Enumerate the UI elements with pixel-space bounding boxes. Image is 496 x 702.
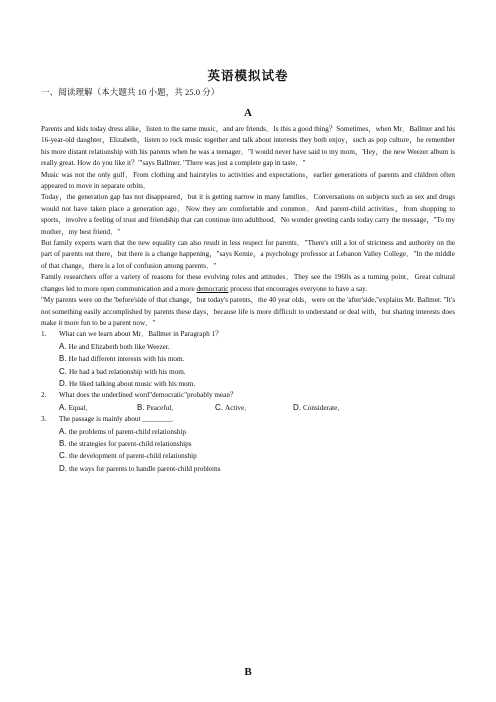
- passage-body: [41, 124, 455, 475]
- option-text: the development of parent-child relationship: [69, 452, 197, 461]
- question-2: [41, 390, 455, 401]
- question-1: [41, 329, 455, 340]
- option-row: [59, 341, 455, 353]
- option-row: [59, 438, 455, 450]
- option-label: A.: [59, 402, 67, 412]
- option-text: He had different interests with his mom.: [68, 355, 185, 364]
- option-label: C.: [215, 402, 223, 412]
- option-row: [59, 426, 455, 438]
- option-label: B.: [59, 354, 67, 364]
- option-text: Active．: [225, 403, 252, 412]
- option-label: A.: [59, 426, 67, 436]
- question-number: 3.: [41, 415, 47, 424]
- paragraph: Music was not the only gulf．From clothing and hairstyles to activities and expectations，earlier generations of parents and children often appeared to move in separate orbits．: [41, 170, 455, 191]
- option-text: the strategies for parent-child relationships: [68, 439, 192, 448]
- option-b: [137, 402, 215, 414]
- option-label: D.: [293, 402, 301, 412]
- option-text: Equal．: [68, 403, 93, 412]
- passage-b-label: B: [244, 666, 252, 678]
- option-text: He and Elizabeth both like Weezer.: [68, 342, 170, 351]
- option-c: [215, 402, 293, 414]
- page-title: 英语模拟试卷: [207, 69, 289, 83]
- option-row: [59, 353, 455, 365]
- option-text: Peaceful．: [146, 403, 179, 412]
- option-text: the ways for parents to handle parent-child problems: [69, 464, 221, 473]
- question-3: [41, 414, 455, 425]
- paragraph: "My parents were on the 'before'side of that change，but today's parents，the 40 year olds，were on the 'after'side,"explains Mr. Ballmer. "It's not something easily accomplished by parents these days，because life is more difficult to understand or deal with，but sharing interests does make it more fun to be a parent now．": [41, 296, 455, 327]
- option-label: D.: [59, 463, 67, 473]
- paragraph: Today，the generation gap has not disappeared，but it is getting narrow in many families．Conversations on subjects such as sex and drugs would not have taken place a generation ago．Now they are comfortable and common．And parent-child activities，from shopping to sports，involve a feeling of trust and friendship that can continue into adulthood．No wonder greeting cards today carry the message，"To my mother，my best friend．": [41, 193, 455, 236]
- question-stem: The passage is mainly about ________．: [59, 415, 179, 424]
- option-row: [59, 463, 455, 475]
- section-heading: 一、阅读理解（本大题共 10 小题，共 25.0 分）: [41, 87, 220, 97]
- option-row: [59, 450, 455, 462]
- option-text: Considerate．: [303, 403, 345, 412]
- paragraph: Family researchers offer a variety of reasons for these evolving roles and attitudes．They see the 1960s as a turning point．Great cultural changes led to more open communication and a more democratic process that encourages everyone to have a say.: [41, 273, 455, 293]
- option-a: [59, 402, 137, 414]
- option-text: He liked talking about music with his mom.: [69, 379, 196, 388]
- option-d: [293, 402, 371, 414]
- option-text: the problems of parent-child relationship: [68, 427, 186, 436]
- option-text: He had a bad relationship with his mom.: [69, 367, 186, 376]
- option-label: B.: [59, 438, 67, 448]
- question-stem: What does the underlined word"democratic"probably mean？: [59, 391, 238, 400]
- paragraph: But family experts warn that the new equality can also result in less respect for parents．"There's still a lot of strictness and authority on the part of parents out there，but there is a change happening，"says Kemie，a psychology professor at Lebanon Valley College．"In the middle of that change，there is a lot of confusion among parents．": [41, 239, 455, 270]
- option-row: [59, 402, 455, 414]
- option-row: [59, 378, 455, 390]
- question-number: 2.: [41, 391, 47, 400]
- question-number: 1.: [41, 330, 47, 339]
- passage-a-label: A: [244, 107, 252, 119]
- option-label: B.: [137, 402, 145, 412]
- option-label: C.: [59, 366, 67, 376]
- option-row: [59, 366, 455, 378]
- option-label: A.: [59, 341, 67, 351]
- option-label: D.: [59, 378, 67, 388]
- option-label: C.: [59, 451, 67, 461]
- question-stem: What can we learn about Mr．Ballmer in Paragraph 1？: [59, 330, 223, 339]
- paragraph: Parents and kids today dress alike，listen to the same music，and are friends．Is this a good thing？Sometimes，when Mr．Ballmer and his 16-year-old daughter，Elizabeth，listen to rock music together and talk about interests they both enjoy，such as pop culture，he remember his more distant relationship with his parents when he was a teenager．"I would never have said to my mom，'Hey，the new Weezer album is really great. How do you like it？'"says Ballmer. "There was just a complete gap in taste．": [41, 125, 455, 168]
- underlined-word: democratic: [196, 284, 229, 293]
